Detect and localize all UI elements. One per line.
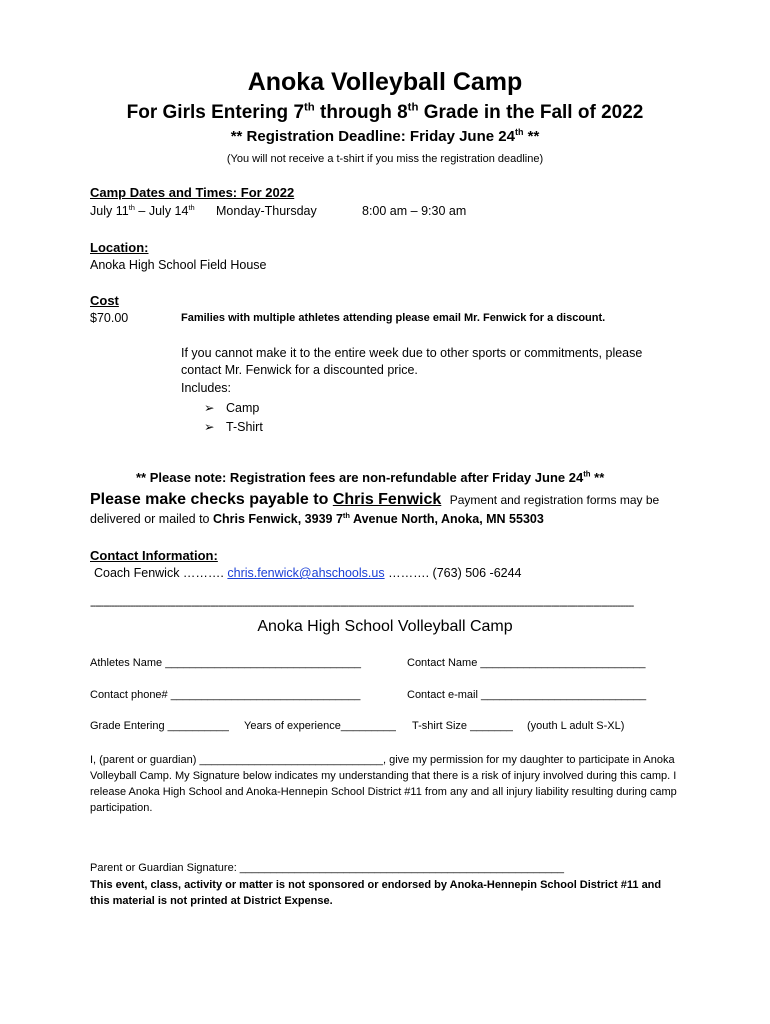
- cost-amount: $70.00: [90, 311, 129, 325]
- form-title: Anoka High School Volleyball Camp: [257, 618, 513, 635]
- camp-time: 8:00 am – 9:30 am: [362, 204, 467, 218]
- partial-week-line1: If you cannot make it to the entire week due to other sports or commitments, please: [181, 346, 643, 360]
- subtitle: For Girls Entering 7th through 8th Grade in the Fall of 2022: [126, 101, 644, 123]
- contact-name-field[interactable]: Contact Name ___________________________: [407, 657, 646, 669]
- page-title: Anoka Volleyball Camp: [247, 68, 523, 96]
- coach-phone: (763) 506 -6244: [432, 566, 522, 580]
- contact-line: Coach Fenwick ………. chris.fenwick@ahschools.us ………. (763) 506 -6244: [94, 566, 522, 580]
- location-value: Anoka High School Field House: [90, 258, 267, 272]
- discount-note: Families with multiple athletes attending please email Mr. Fenwick for a discount.: [181, 312, 606, 324]
- tshirt-size-options: (youth L adult S-XL): [527, 720, 625, 732]
- tshirt-note: (You will not receive a t-shirt if you miss the registration deadline): [226, 153, 544, 165]
- payee-name: Chris Fenwick: [332, 491, 442, 508]
- athletes-name-field[interactable]: Athletes Name ________________________________: [90, 657, 361, 669]
- includes-item: ➢ T-Shirt: [204, 420, 263, 434]
- district-disclaimer: This event, class, activity or matter is not sponsored or endorsed by Anoka-Hennepin School District #11 and this material is not printed at District Expense.: [90, 879, 662, 907]
- camp-days: Monday-Thursday: [216, 204, 317, 218]
- contact-email-field[interactable]: Contact e-mail ___________________________: [407, 689, 647, 701]
- cost-heading: Cost: [90, 293, 119, 308]
- camp-dates-heading: Camp Dates and Times: For 2022: [90, 185, 295, 200]
- location-heading: Location:: [90, 240, 149, 255]
- includes-item: ➢ Camp: [204, 401, 260, 415]
- permission-statement: I, (parent or guardian) ______________________________, give my permission for my daughter to participate in Anoka Volleyball Camp. My Signature below indicates my understanding that there is a risk of injury involved during this camp. I release Anoka High School and Anoka-Hennepin School District #11 from any and all injury liability resulting during camp participation.: [90, 754, 677, 814]
- coach-email-link[interactable]: chris.fenwick@ahschools.us: [227, 566, 385, 580]
- arrow-bullet-icon: ➢: [204, 420, 215, 434]
- registration-deadline: ** Registration Deadline: Friday June 24th **: [230, 127, 540, 145]
- contact-phone-field[interactable]: Contact phone# _______________________________: [90, 689, 361, 701]
- partial-week-line2: contact Mr. Fenwick for a discounted price.: [181, 363, 418, 377]
- grade-field[interactable]: Grade Entering __________: [90, 720, 229, 732]
- mailing-address: delivered or mailed to Chris Fenwick, 3939 7th Avenue North, Anoka, MN 55303: [90, 510, 544, 526]
- tshirt-size-field[interactable]: T-shirt Size _______: [412, 720, 513, 732]
- camp-dates: July 11th – July 14th: [90, 202, 195, 218]
- cut-line-divider: ------------------------------------------------------------------------------------------------------------------------------------------------------------------------------------------------------------: [90, 600, 634, 612]
- signature-field[interactable]: Parent or Guardian Signature: _____________________________________________________: [90, 862, 565, 874]
- experience-field[interactable]: Years of experience_________: [244, 720, 396, 732]
- arrow-bullet-icon: ➢: [204, 401, 215, 415]
- contact-heading: Contact Information:: [90, 548, 218, 563]
- includes-label: Includes:: [181, 381, 232, 395]
- payment-line: Please make checks payable to Chris Fenwick Payment and registration forms may be: [90, 491, 660, 508]
- refund-note: ** Please note: Registration fees are non-refundable after Friday June 24th **: [136, 469, 605, 485]
